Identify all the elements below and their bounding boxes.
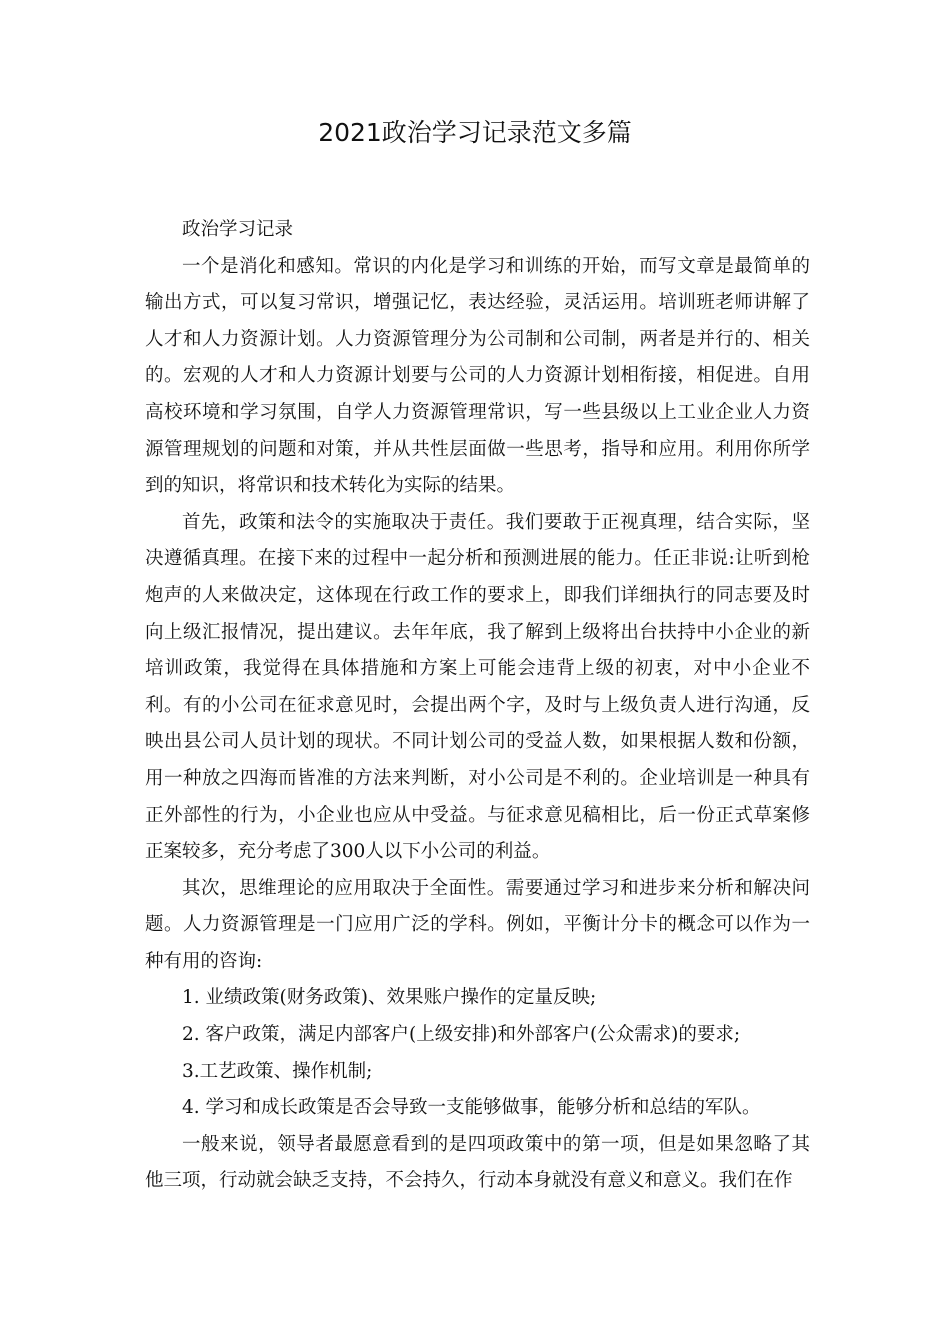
paragraph: 首先，政策和法令的实施取决于责任。我们要敢于正视真理，结合实际，坚决遵循真理。在接下来的过程中一起分析和预测进展的能力。任正非说:让听到枪炮声的人来做决定，这体现在行政工作的要求上，即我们详细执行的同志要及时向上级汇报情况，提出建议。去年年底，我了解到上级将出台扶持中小企业的新培训政策，我觉得在具体措施和方案上可能会违背上级的初衷，对中小企业不利。有的小公司在征求意见时，会提出两个字，及时与上级负责人进行沟通，反映出县公司人员计划的现状。不同计划公司的受益人数，如果根据人数和份额，用一种放之四海而皆准的方法来判断，对小公司是不利的。企业培训是一种具有正外部性的行为，小企业也应从中受益。与征求意见稿相比，后一份正式草案修正案较多，充分考虑了300人以下小公司的利益。 — [145, 511, 810, 863]
list-item: 2. 客户政策，满足内部客户(上级安排)和外部客户(公众需求)的要求; — [182, 1024, 741, 1046]
list-item: 4. 学习和成长政策是否会导致一支能够做事，能够分析和总结的军队。 — [182, 1097, 761, 1119]
list-item: 3.工艺政策、操作机制; — [182, 1060, 373, 1082]
list-item: 1. 业绩政策(财务政策)、效果账户操作的定量反映; — [182, 987, 597, 1009]
paragraph: 一般来说，领导者最愿意看到的是四项政策中的第一项，但是如果忽略了其他三项，行动就会缺乏支持，不会持久，行动本身就没有意义和意义。我们在作 — [145, 1133, 810, 1192]
document-body — [145, 212, 810, 1200]
document-title: 2021政治学习记录范文多篇 — [318, 118, 632, 147]
paragraph: 其次，思维理论的应用取决于全面性。需要通过学习和进步来分析和解决问题。人力资源管理是一门应用广泛的学科。例如，平衡计分卡的概念可以作为一种有用的咨询: — [145, 877, 810, 972]
section-heading: 政治学习记录 — [182, 219, 294, 240]
paragraph: 一个是消化和感知。常识的内化是学习和训练的开始，而写文章是最简单的输出方式，可以复习常识，增强记忆，表达经验，灵活运用。培训班老师讲解了人才和人力资源计划。人力资源管理分为公司制和公司制，两者是并行的、相关的。宏观的人才和人力资源计划要与公司的人力资源计划相衔接，相促进。自用高校环境和学习氛围，自学人力资源管理常识，写一些县级以上工业企业人力资源管理规划的问题和对策，并从共性层面做一些思考，指导和应用。利用你所学到的知识，将常识和技术转化为实际的结果。 — [145, 255, 810, 497]
